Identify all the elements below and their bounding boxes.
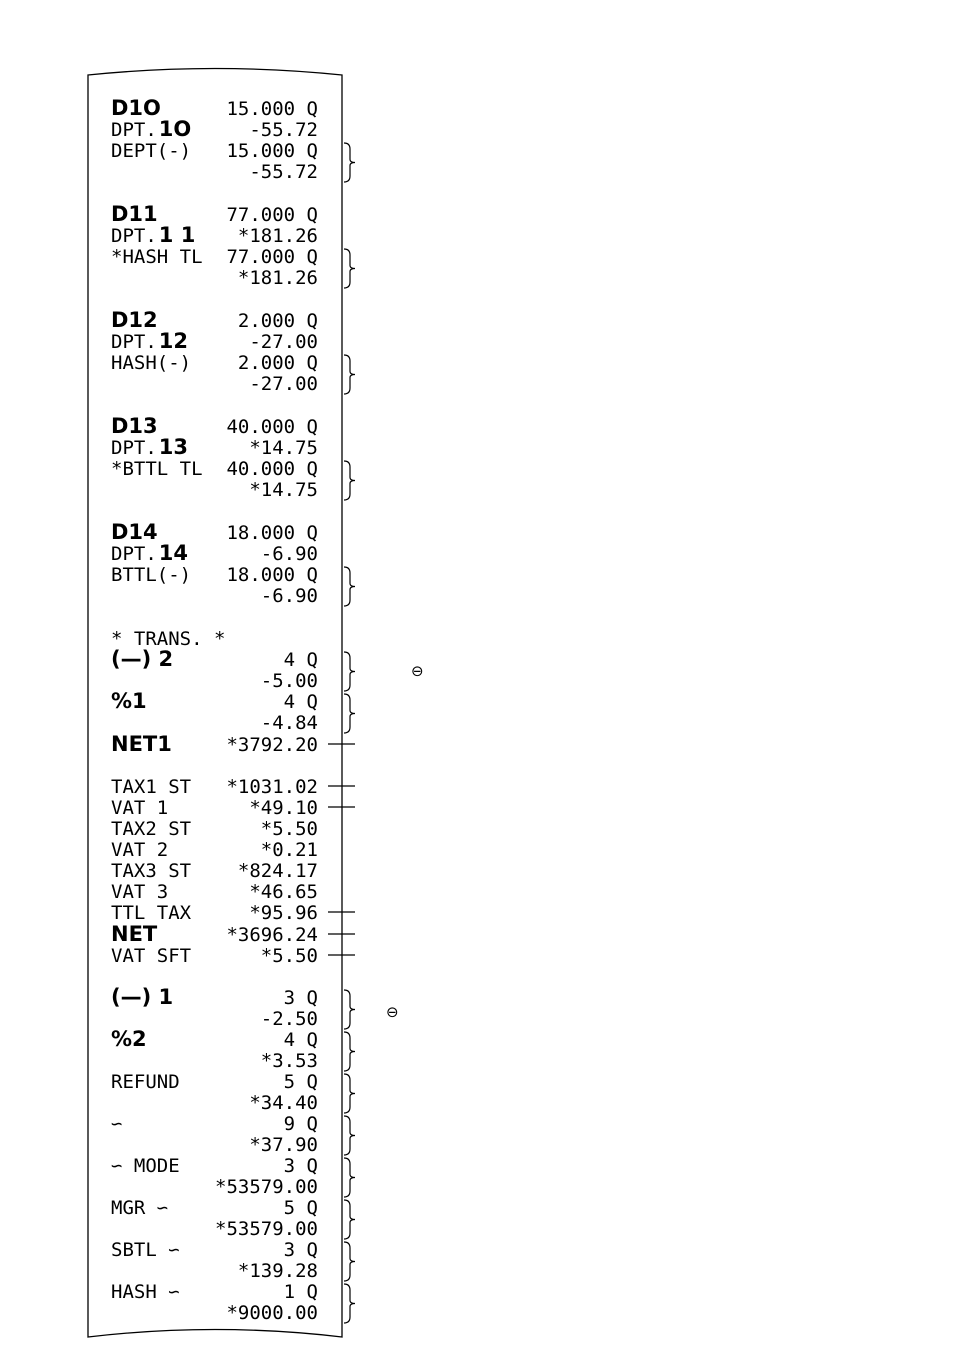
row-value: *53579.00 <box>215 1176 318 1198</box>
receipt-row <box>261 1050 318 1072</box>
row-value: 18.000 Q <box>226 564 318 586</box>
row-label: %1 <box>111 689 147 713</box>
bracket-mark <box>344 567 355 606</box>
row-label: VAT 1 <box>111 797 169 819</box>
row-value: *14.75 <box>249 479 318 501</box>
row-label: TTL TAX <box>111 902 192 924</box>
row-value: *49.10 <box>249 797 318 819</box>
row-label: DEPT(-) <box>111 140 192 162</box>
row-label: REFUND <box>111 1071 180 1093</box>
row-label: D13 <box>111 414 158 438</box>
row-value: 4 Q <box>283 1029 318 1051</box>
bracket-mark <box>344 1200 355 1239</box>
row-value: *5.50 <box>260 818 318 840</box>
bracket-mark <box>344 143 355 182</box>
row-value: -2.50 <box>260 1008 318 1030</box>
receipt-row <box>261 712 318 734</box>
row-label: *BTTL TL <box>111 458 203 480</box>
row-label: %2 <box>111 1027 147 1051</box>
row-label: D11 <box>111 202 158 226</box>
row-label: DPT.1O <box>111 117 192 141</box>
row-value: *46.65 <box>249 881 318 903</box>
row-value: *181.26 <box>237 225 318 247</box>
row-value: 3 Q <box>283 987 318 1009</box>
row-label: HASH ∽ <box>111 1281 180 1303</box>
bracket-mark <box>344 1242 355 1281</box>
row-label: TAX3 ST <box>111 860 192 882</box>
minus-symbol-1: ⊖ <box>411 662 424 680</box>
bracket-mark <box>344 694 355 733</box>
row-label: DPT.14 <box>111 541 188 565</box>
row-value: *37.90 <box>249 1134 318 1156</box>
row-label: D14 <box>111 520 158 544</box>
bracket-mark <box>344 652 355 691</box>
row-value: *181.26 <box>237 267 318 289</box>
row-value: *0.21 <box>260 839 318 861</box>
bracket-mark <box>344 1158 355 1197</box>
row-value: *5.50 <box>260 945 318 967</box>
row-value: 4 Q <box>283 649 318 671</box>
bracket-mark <box>344 1116 355 1155</box>
row-value: 3 Q <box>283 1239 318 1261</box>
receipt-row <box>215 1176 318 1198</box>
row-label: BTTL(-) <box>111 564 192 586</box>
receipt-row <box>261 1008 318 1030</box>
row-label: D12 <box>111 308 158 332</box>
row-label: NET <box>111 922 158 946</box>
row-value: -5.00 <box>260 670 318 692</box>
row-value: *34.40 <box>249 1092 318 1114</box>
bracket-mark <box>344 1284 355 1323</box>
row-value: *53579.00 <box>215 1218 318 1240</box>
row-value: *14.75 <box>249 437 318 459</box>
bracket-mark <box>344 1032 355 1071</box>
row-value: -55.72 <box>249 161 318 183</box>
row-value: 9 Q <box>283 1113 318 1135</box>
receipt-row <box>238 1260 318 1282</box>
row-label: VAT SFT <box>111 945 192 967</box>
row-label: MGR ∽ <box>111 1197 169 1219</box>
row-label: ∽ <box>111 1113 123 1135</box>
row-value: *3792.20 <box>226 734 318 756</box>
minus-symbol-2: ⊖ <box>386 1003 399 1021</box>
row-value: 5 Q <box>283 1197 318 1219</box>
row-label: *HASH TL <box>111 246 203 268</box>
row-value: *9000.00 <box>226 1302 318 1324</box>
bracket-mark <box>344 355 355 394</box>
row-value: 40.000 Q <box>226 458 318 480</box>
row-value: 15.000 Q <box>226 98 318 120</box>
row-label: TAX2 ST <box>111 818 192 840</box>
row-label: VAT 2 <box>111 839 169 861</box>
bracket-mark <box>344 1074 355 1113</box>
row-value: 1 Q <box>283 1281 318 1303</box>
row-value: -27.00 <box>249 373 318 395</box>
bracket-mark <box>344 990 355 1029</box>
receipt-row <box>215 1218 318 1240</box>
row-value: *3.53 <box>260 1050 318 1072</box>
row-label: HASH(-) <box>111 352 192 374</box>
row-value: 2.000 Q <box>237 352 318 374</box>
row-label: (—) 1 <box>111 985 174 1009</box>
row-value: 3 Q <box>283 1155 318 1177</box>
row-value: *1031.02 <box>226 776 318 798</box>
row-label: NET1 <box>111 732 172 756</box>
row-value: -4.84 <box>260 712 318 734</box>
row-value: 4 Q <box>283 691 318 713</box>
receipt-row <box>249 373 318 395</box>
row-label: DPT.12 <box>111 329 188 353</box>
row-value: -6.90 <box>260 543 318 565</box>
bracket-mark <box>344 249 355 288</box>
receipt-row <box>249 1134 318 1156</box>
row-value: *3696.24 <box>226 924 318 946</box>
row-label: TAX1 ST <box>111 776 192 798</box>
row-value: -6.90 <box>260 585 318 607</box>
receipt-row <box>261 670 318 692</box>
receipt-row <box>226 1302 318 1324</box>
row-label: DPT.13 <box>111 435 188 459</box>
row-value: 15.000 Q <box>226 140 318 162</box>
row-label: ∽ MODE <box>111 1155 180 1177</box>
receipt-row <box>249 1092 318 1114</box>
row-value: -55.72 <box>249 119 318 141</box>
row-value: 77.000 Q <box>226 246 318 268</box>
row-label: SBTL ∽ <box>111 1239 180 1261</box>
row-value: 18.000 Q <box>226 522 318 544</box>
row-label: DPT.1 1 <box>111 223 196 247</box>
bracket-mark <box>344 461 355 500</box>
row-value: *824.17 <box>237 860 318 882</box>
row-label: D1O <box>111 96 161 120</box>
row-value: *139.28 <box>237 1260 318 1282</box>
row-label: (—) 2 <box>111 647 174 671</box>
row-label: * TRANS. * <box>111 628 226 650</box>
row-label: VAT 3 <box>111 881 169 903</box>
receipt-row <box>249 479 318 501</box>
receipt-row <box>249 161 318 183</box>
row-value: *95.96 <box>249 902 318 924</box>
row-value: 5 Q <box>283 1071 318 1093</box>
receipt-row <box>261 585 318 607</box>
receipt-row <box>238 267 318 289</box>
row-value: 40.000 Q <box>226 416 318 438</box>
row-value: 77.000 Q <box>226 204 318 226</box>
row-value: 2.000 Q <box>237 310 318 332</box>
row-value: -27.00 <box>249 331 318 353</box>
